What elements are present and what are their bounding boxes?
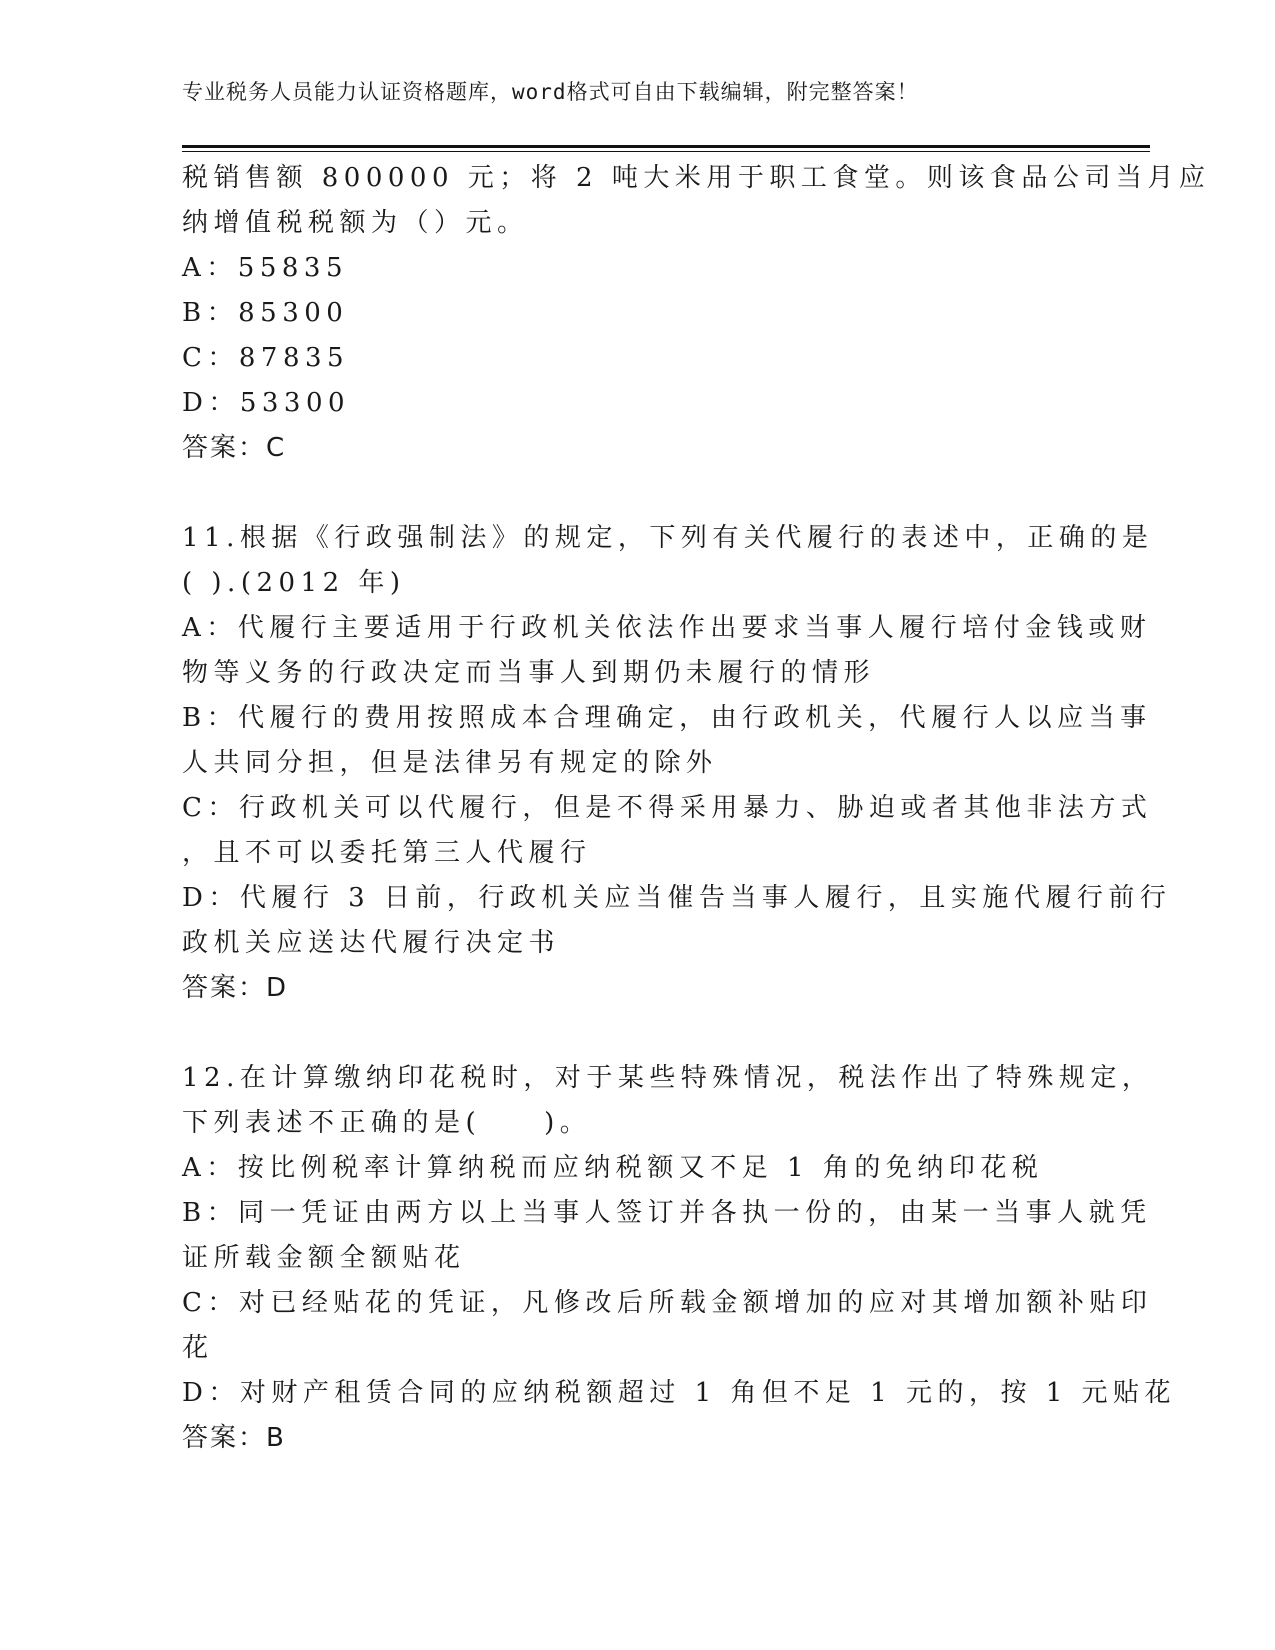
text-line: D：53300: [182, 388, 351, 418]
header-rule-thick: [182, 145, 1150, 148]
answer-line: 答案：D: [182, 973, 289, 1003]
text-line: 花: [182, 1333, 214, 1363]
text-line: B：代履行的费用按照成本合理确定，由行政机关，代履行人以应当事: [182, 703, 1152, 733]
text-line: B：85300: [182, 298, 349, 328]
text-line: 政机关应送达代履行决定书: [182, 928, 561, 958]
header-rule-thin: [182, 151, 1150, 152]
text-line: C：行政机关可以代履行，但是不得采用暴力、胁迫或者其他非法方式: [182, 793, 1153, 823]
text-line: ，且不可以委托第三人代履行: [182, 838, 592, 868]
answer-line: 答案：B: [182, 1423, 286, 1453]
paragraph-gap: [182, 471, 1082, 516]
text-line: 11.根据《行政强制法》的规定，下列有关代履行的表述中，正确的是: [182, 523, 1154, 553]
document-body: [182, 156, 1211, 1461]
text-line: 人共同分担，但是法律另有规定的除外: [182, 748, 718, 778]
text-line: 税销售额 800000 元；将 2 吨大米用于职工食堂。则该食品公司当月应: [182, 163, 1211, 193]
text-line: D：代履行 3 日前，行政机关应当催告当事人履行，且实施代履行前行: [182, 883, 1172, 913]
text-line: B：同一凭证由两方以上当事人签订并各执一份的，由某一当事人就凭: [182, 1198, 1152, 1228]
page-header: 专业税务人员能力认证资格题库，word格式可自由下载编辑，附完整答案！: [182, 80, 919, 104]
text-line: C：87835: [182, 343, 350, 373]
text-line: A：55835: [182, 253, 348, 283]
text-line: 纳增值税税额为（）元。: [182, 208, 529, 238]
answer-line: 答案：C: [182, 433, 287, 463]
text-line: C：对已经贴花的凭证，凡修改后所载金额增加的应对其增加额补贴印: [182, 1288, 1153, 1318]
text-line: ( ).(2012 年): [182, 568, 406, 598]
text-line: A：按比例税率计算纳税而应纳税额又不足 1 角的免纳印花税: [182, 1153, 1044, 1183]
text-line: 下列表述不正确的是( )。: [182, 1108, 592, 1138]
text-line: 物等义务的行政决定而当事人到期仍未履行的情形: [182, 658, 876, 688]
text-line: 12.在计算缴纳印花税时，对于某些特殊情况，税法作出了特殊规定，: [182, 1063, 1154, 1093]
text-line: 证所载金额全额贴花: [182, 1243, 466, 1273]
text-line: A：代履行主要适用于行政机关依法作出要求当事人履行培付金钱或财: [182, 613, 1152, 643]
paragraph-gap: [182, 1011, 1082, 1056]
text-line: D：对财产租赁合同的应纳税额超过 1 角但不足 1 元的，按 1 元贴花: [182, 1378, 1177, 1408]
